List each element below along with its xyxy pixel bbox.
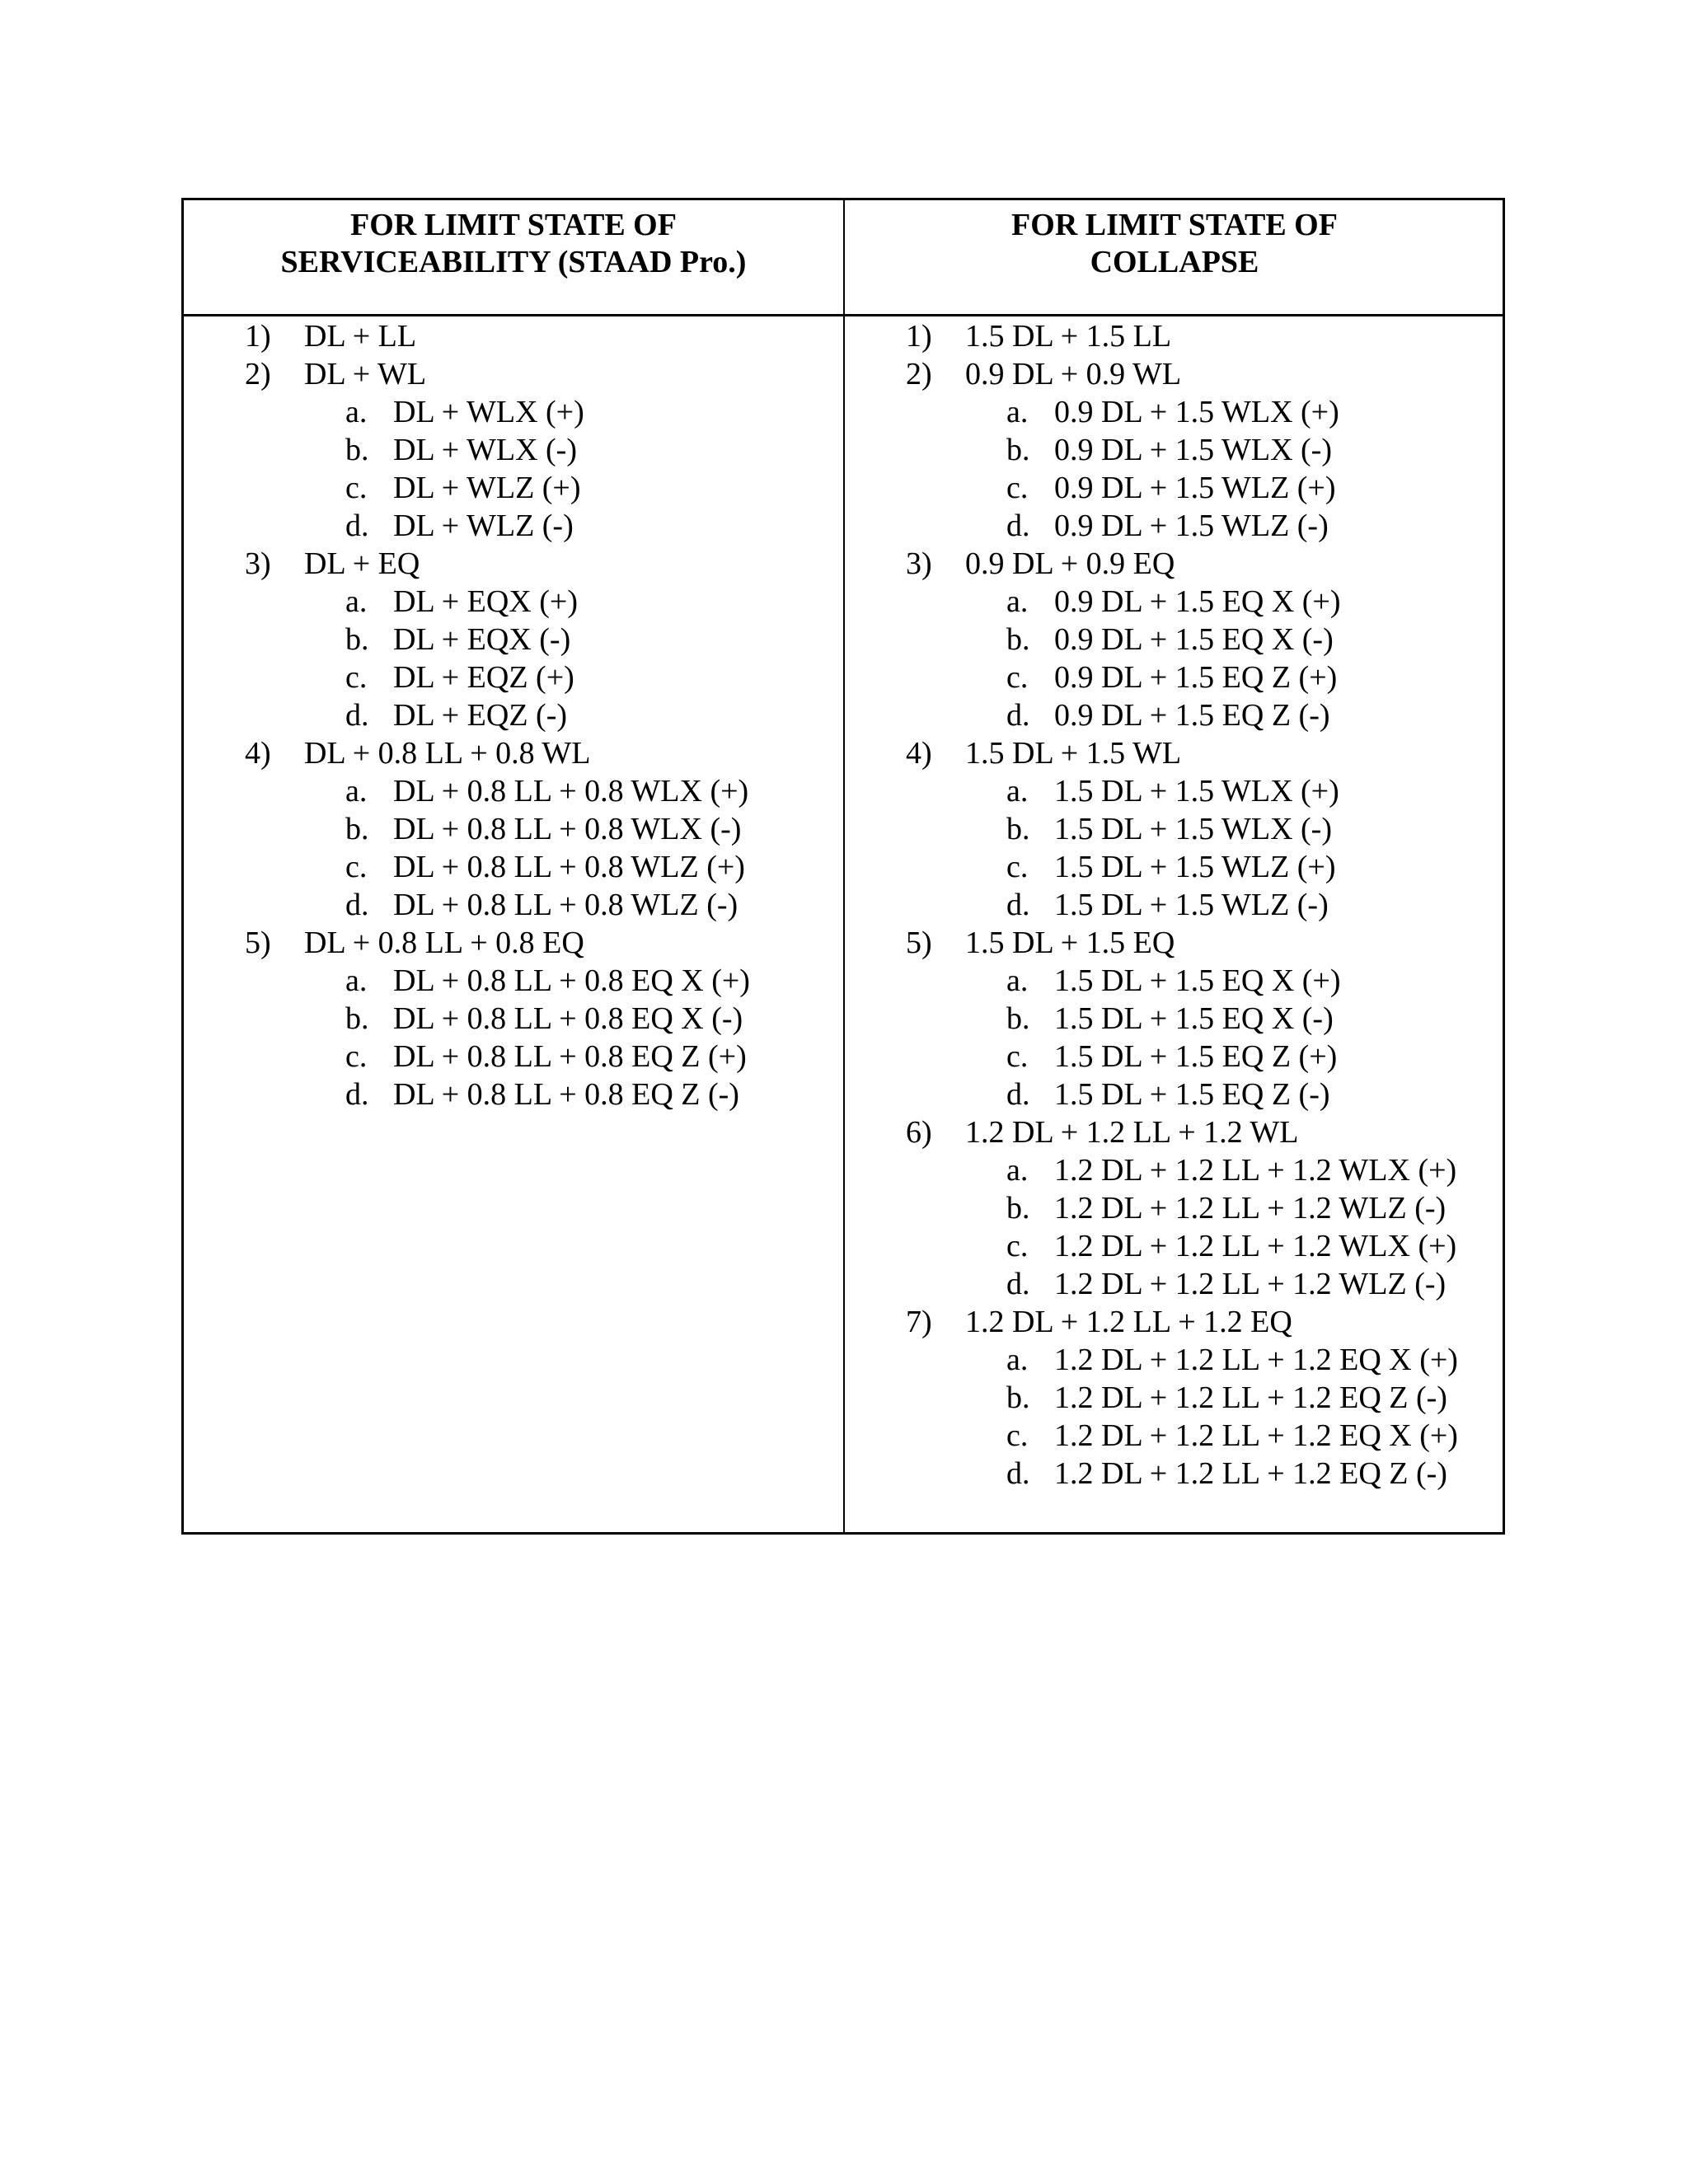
sub-combination-formula: 1.2 DL + 1.2 LL + 1.2 EQ Z (-) — [1054, 1456, 1447, 1491]
sub-combination-formula: 1.5 DL + 1.5 WLX (-) — [1054, 812, 1332, 846]
collapse-sub-combination — [906, 1265, 1458, 1303]
combination-number: 3) — [245, 546, 271, 581]
collapse-sub-combination — [906, 583, 1458, 621]
sub-combination-formula: 1.5 DL + 1.5 WLX (+) — [1054, 774, 1339, 808]
collapse-sub-combination — [906, 658, 1458, 696]
serviceability-sub-combination — [245, 393, 750, 431]
collapse-sub-combination — [906, 507, 1458, 545]
serviceability-sub-combination — [245, 583, 750, 621]
collapse-header — [845, 204, 1504, 311]
collapse-sub-combination — [906, 431, 1458, 469]
collapse-sub-combination — [906, 1455, 1458, 1493]
serviceability-sub-combination — [245, 848, 750, 886]
collapse-sub-combination — [906, 772, 1458, 810]
sub-combination-letter: b. — [1006, 1191, 1030, 1226]
sub-combination-formula: 0.9 DL + 1.5 WLZ (+) — [1054, 471, 1336, 505]
collapse-combination-7 — [906, 1303, 1458, 1341]
sub-combination-letter: d. — [1006, 509, 1030, 543]
collapse-sub-combination — [906, 393, 1458, 431]
load-combination-table — [181, 198, 1505, 1535]
sub-combination-letter: c. — [1006, 660, 1029, 695]
sub-combination-formula: 1.2 DL + 1.2 LL + 1.2 WLX (+) — [1054, 1153, 1457, 1188]
sub-combination-formula: 0.9 DL + 1.5 EQ X (-) — [1054, 622, 1334, 657]
collapse-sub-combination — [906, 848, 1458, 886]
combination-formula: 1.5 DL + 1.5 WL — [965, 736, 1182, 771]
combination-formula: 0.9 DL + 0.9 EQ — [965, 546, 1175, 581]
sub-combination-formula: 1.2 DL + 1.2 LL + 1.2 EQ X (+) — [1054, 1343, 1458, 1377]
sub-combination-formula: 1.2 DL + 1.2 LL + 1.2 EQ Z (-) — [1054, 1380, 1447, 1415]
serviceability-sub-combination — [245, 886, 750, 924]
serviceability-combination-4 — [245, 734, 750, 772]
sub-combination-formula: 0.9 DL + 1.5 EQ Z (+) — [1054, 660, 1338, 695]
sub-combination-formula: DL + WLZ (+) — [393, 471, 581, 505]
serviceability-sub-combination — [245, 1038, 750, 1076]
collapse-combination-4 — [906, 734, 1458, 772]
sub-combination-formula: DL + EQX (+) — [393, 584, 579, 619]
sub-combination-formula: DL + 0.8 LL + 0.8 WLZ (-) — [393, 888, 738, 922]
collapse-sub-combination — [906, 1379, 1458, 1417]
collapse-sub-combination — [906, 1189, 1458, 1227]
collapse-sub-combination — [906, 886, 1458, 924]
sub-combination-formula: DL + 0.8 LL + 0.8 WLZ (+) — [393, 850, 745, 884]
collapse-sub-combination — [906, 469, 1458, 507]
sub-combination-letter: c. — [1006, 471, 1029, 505]
sub-combination-letter: a. — [1006, 774, 1029, 808]
collapse-sub-combination — [906, 1076, 1458, 1113]
sub-combination-letter: c. — [1006, 1418, 1029, 1453]
combination-formula: DL + LL — [304, 319, 417, 354]
sub-combination-letter: a. — [345, 395, 368, 429]
sub-combination-letter: d. — [345, 698, 369, 733]
collapse-sub-combination — [906, 1227, 1458, 1265]
sub-combination-letter: b. — [1006, 433, 1030, 467]
sub-combination-letter: d. — [345, 888, 369, 922]
combination-number: 5) — [245, 926, 271, 960]
sub-combination-letter: d. — [1006, 888, 1030, 922]
combination-number: 3) — [906, 546, 932, 581]
serviceability-sub-combination — [245, 1000, 750, 1038]
sub-combination-formula: DL + WLX (+) — [393, 395, 584, 429]
combination-formula: DL + 0.8 LL + 0.8 EQ — [304, 926, 584, 960]
sub-combination-letter: c. — [345, 1039, 368, 1074]
collapse-sub-combination — [906, 1417, 1458, 1455]
sub-combination-letter: b. — [1006, 622, 1030, 657]
collapse-sub-combination — [906, 1000, 1458, 1038]
sub-combination-formula: DL + 0.8 LL + 0.8 WLX (-) — [393, 812, 742, 846]
column-divider — [843, 200, 845, 1532]
sub-combination-formula: 1.5 DL + 1.5 EQ X (+) — [1054, 963, 1341, 998]
serviceability-header — [184, 204, 843, 311]
sub-combination-letter: b. — [345, 433, 369, 467]
serviceability-sub-combination — [245, 621, 750, 658]
combination-formula: 1.2 DL + 1.2 LL + 1.2 EQ — [965, 1305, 1292, 1339]
collapse-sub-combination — [906, 1151, 1458, 1189]
combination-number: 2) — [906, 357, 932, 391]
combination-formula: DL + 0.8 LL + 0.8 WL — [304, 736, 591, 771]
combination-number: 5) — [906, 926, 932, 960]
header-divider — [184, 314, 1503, 316]
sub-combination-letter: a. — [1006, 395, 1029, 429]
serviceability-combination-2 — [245, 355, 750, 393]
sub-combination-formula: 0.9 DL + 1.5 WLX (-) — [1054, 433, 1332, 467]
collapse-header-line-1: FOR LIMIT STATE OF — [1011, 208, 1338, 242]
combination-number: 1) — [245, 319, 271, 354]
sub-combination-formula: 0.9 DL + 1.5 WLX (+) — [1054, 395, 1339, 429]
sub-combination-formula: 1.2 DL + 1.2 LL + 1.2 WLX (+) — [1054, 1229, 1457, 1263]
sub-combination-formula: DL + 0.8 LL + 0.8 EQ Z (-) — [393, 1077, 739, 1112]
sub-combination-letter: c. — [345, 660, 368, 695]
sub-combination-formula: DL + EQZ (-) — [393, 698, 568, 733]
combination-number: 1) — [906, 319, 932, 354]
collapse-sub-combination — [906, 696, 1458, 734]
sub-combination-letter: c. — [1006, 1229, 1029, 1263]
sub-combination-formula: DL + EQZ (+) — [393, 660, 574, 695]
sub-combination-formula: 1.5 DL + 1.5 EQ Z (+) — [1054, 1039, 1338, 1074]
sub-combination-letter: c. — [1006, 1039, 1029, 1074]
combination-number: 7) — [906, 1305, 932, 1339]
sub-combination-letter: b. — [345, 622, 369, 657]
sub-combination-formula: 1.2 DL + 1.2 LL + 1.2 WLZ (-) — [1054, 1191, 1447, 1226]
sub-combination-formula: 0.9 DL + 1.5 EQ X (+) — [1054, 584, 1341, 619]
serviceability-sub-combination — [245, 507, 750, 545]
combination-formula: 0.9 DL + 0.9 WL — [965, 357, 1182, 391]
collapse-combination-5 — [906, 924, 1458, 962]
collapse-combinations — [906, 317, 1458, 1493]
combination-formula: 1.2 DL + 1.2 LL + 1.2 WL — [965, 1115, 1299, 1150]
sub-combination-letter: d. — [1006, 1077, 1030, 1112]
sub-combination-letter: a. — [1006, 1153, 1029, 1188]
serviceability-sub-combination — [245, 810, 750, 848]
serviceability-sub-combination — [245, 658, 750, 696]
sub-combination-letter: b. — [1006, 1001, 1030, 1036]
sub-combination-letter: c. — [1006, 850, 1029, 884]
serviceability-sub-combination — [245, 962, 750, 1000]
sub-combination-formula: DL + 0.8 LL + 0.8 EQ Z (+) — [393, 1039, 747, 1074]
serviceability-sub-combination — [245, 469, 750, 507]
combination-number: 6) — [906, 1115, 932, 1150]
sub-combination-formula: 1.5 DL + 1.5 WLZ (-) — [1054, 888, 1329, 922]
serviceability-combination-3 — [245, 545, 750, 583]
sub-combination-formula: DL + 0.8 LL + 0.8 EQ X (-) — [393, 1001, 743, 1036]
sub-combination-formula: 0.9 DL + 1.5 EQ Z (-) — [1054, 698, 1330, 733]
serviceability-sub-combination — [245, 696, 750, 734]
combination-number: 4) — [906, 736, 932, 771]
sub-combination-letter: b. — [1006, 812, 1030, 846]
sub-combination-formula: 1.5 DL + 1.5 WLZ (+) — [1054, 850, 1336, 884]
sub-combination-letter: d. — [345, 1077, 369, 1112]
sub-combination-formula: DL + EQX (-) — [393, 622, 571, 657]
collapse-combination-6 — [906, 1113, 1458, 1151]
sub-combination-formula: DL + WLX (-) — [393, 433, 577, 467]
sub-combination-letter: a. — [345, 774, 368, 808]
sub-combination-formula: 0.9 DL + 1.5 WLZ (-) — [1054, 509, 1329, 543]
serviceability-header-line-2: SERVICEABILITY (STAAD Pro.) — [280, 245, 747, 279]
serviceability-combination-5 — [245, 924, 750, 962]
sub-combination-letter: d. — [1006, 1267, 1030, 1301]
sub-combination-letter: b. — [345, 1001, 369, 1036]
sub-combination-letter: c. — [345, 850, 368, 884]
collapse-sub-combination — [906, 1038, 1458, 1076]
sub-combination-letter: a. — [1006, 963, 1029, 998]
combination-formula: 1.5 DL + 1.5 LL — [965, 319, 1172, 354]
sub-combination-letter: d. — [1006, 698, 1030, 733]
sub-combination-letter: d. — [1006, 1456, 1030, 1491]
sub-combination-letter: a. — [345, 584, 368, 619]
collapse-header-line-2: COLLAPSE — [1090, 245, 1259, 279]
sub-combination-formula: 1.5 DL + 1.5 EQ Z (-) — [1054, 1077, 1330, 1112]
sub-combination-formula: 1.5 DL + 1.5 EQ X (-) — [1054, 1001, 1334, 1036]
serviceability-header-line-1: FOR LIMIT STATE OF — [350, 208, 677, 242]
combination-formula: 1.5 DL + 1.5 EQ — [965, 926, 1175, 960]
collapse-combination-2 — [906, 355, 1458, 393]
combination-number: 4) — [245, 736, 271, 771]
sub-combination-formula: DL + WLZ (-) — [393, 509, 574, 543]
sub-combination-formula: 1.2 DL + 1.2 LL + 1.2 WLZ (-) — [1054, 1267, 1447, 1301]
serviceability-combinations — [245, 317, 750, 1113]
collapse-sub-combination — [906, 1341, 1458, 1379]
combination-number: 2) — [245, 357, 271, 391]
collapse-sub-combination — [906, 810, 1458, 848]
serviceability-combination-1 — [245, 317, 750, 355]
serviceability-sub-combination — [245, 1076, 750, 1113]
sub-combination-formula: DL + 0.8 LL + 0.8 EQ X (+) — [393, 963, 750, 998]
collapse-sub-combination — [906, 621, 1458, 658]
sub-combination-letter: a. — [1006, 584, 1029, 619]
sub-combination-formula: DL + 0.8 LL + 0.8 WLX (+) — [393, 774, 749, 808]
sub-combination-letter: a. — [345, 963, 368, 998]
collapse-combination-3 — [906, 545, 1458, 583]
sub-combination-letter: d. — [345, 509, 369, 543]
collapse-combination-1 — [906, 317, 1458, 355]
combination-formula: DL + EQ — [304, 546, 420, 581]
sub-combination-letter: b. — [345, 812, 369, 846]
sub-combination-letter: a. — [1006, 1343, 1029, 1377]
serviceability-sub-combination — [245, 431, 750, 469]
sub-combination-letter: c. — [345, 471, 368, 505]
sub-combination-letter: b. — [1006, 1380, 1030, 1415]
combination-formula: DL + WL — [304, 357, 427, 391]
serviceability-sub-combination — [245, 772, 750, 810]
collapse-sub-combination — [906, 962, 1458, 1000]
sub-combination-formula: 1.2 DL + 1.2 LL + 1.2 EQ X (+) — [1054, 1418, 1458, 1453]
